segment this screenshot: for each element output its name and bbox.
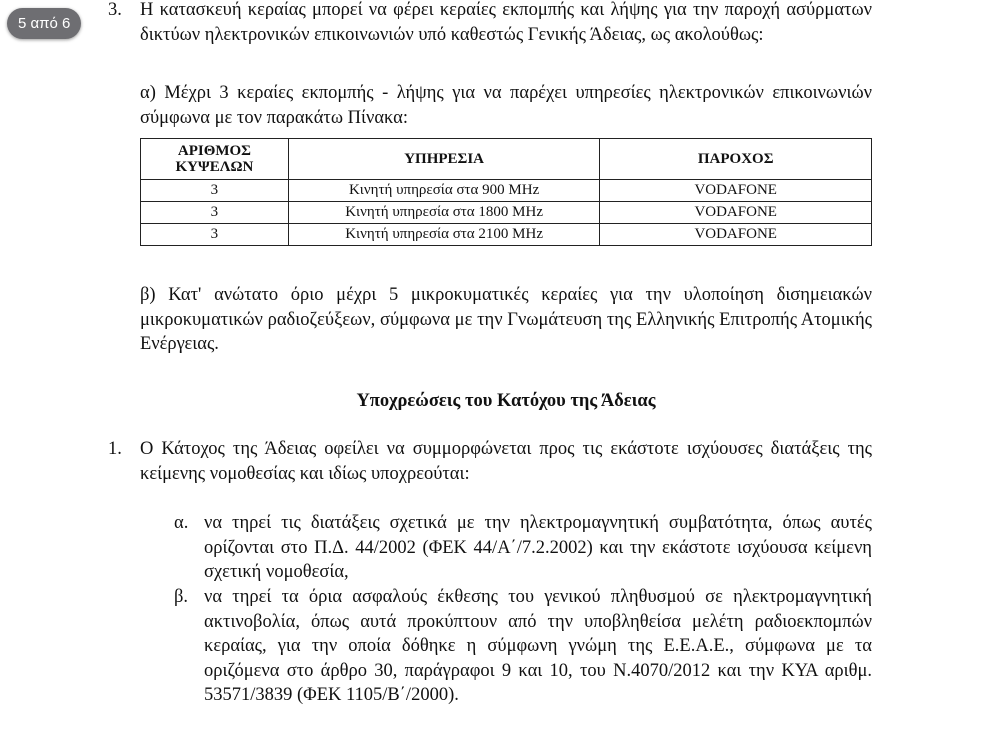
cell-service: Κινητή υπηρεσία στα 1800 MHz bbox=[288, 202, 600, 224]
clause-3-item-b: β) Κατ' ανώτατο όριο μέχρι 5 μικροκυματικές κεραίες για την υλοποίηση δισημειακών μικροκυματικών ραδιοζεύξεων, σύμφωνα με την Γνωμάτευση της Ελληνικής Επιτροπής Ατομικής Ενέργειας. bbox=[140, 285, 872, 354]
table-row bbox=[141, 224, 872, 246]
section-heading: Υποχρεώσεις του Κατόχου της Άδειας bbox=[356, 391, 656, 411]
table-header-row bbox=[141, 139, 872, 180]
column-header-provider: ΠΑΡΟΧΟΣ bbox=[600, 139, 872, 180]
cell-provider: VODAFONE bbox=[600, 180, 872, 202]
sub-item-b-text: να τηρεί τα όρια ασφαλούς έκθεσης του γενικού πληθυσμού σε ηλεκτρομαγνητική ακτινοβολία, όπως αυτά προκύπτουν από την υποβληθείσα μελέτη ραδιοεκπομπών κεραίας, για την οποία δόθηκε η σύμφωνη γνώμη της Ε.Ε.Α.Ε., σύμφωνα με τα οριζόμενα στο άρθρο 30, παράγραφοι 9 και 10, του Ν.4070/2012 και την ΚΥΑ αριθμ. 53571/3839 (ΦΕΚ 1105/Β΄/2000). bbox=[204, 587, 872, 705]
sub-item-a-text: να τηρεί τις διατάξεις σχετικά με την ηλεκτρομαγνητική συμβατότητα, όπως αυτές ορίζονται στο Π.Δ. 44/2002 (ΦΕΚ 44/Α΄/7.2.2002) και την εκάστοτε ισχύουσα κείμενη σχετική νομοθεσία, bbox=[204, 513, 872, 582]
clause-number: 3. bbox=[108, 0, 122, 20]
column-header-service: ΥΠΗΡΕΣΙΑ bbox=[288, 139, 600, 180]
sub-item-a-marker: α. bbox=[174, 513, 189, 533]
services-table bbox=[140, 138, 872, 246]
item-1-number: 1. bbox=[108, 439, 122, 459]
cell-count: 3 bbox=[141, 180, 289, 202]
table-row bbox=[141, 202, 872, 224]
cell-provider: VODAFONE bbox=[600, 224, 872, 246]
cell-service: Κινητή υπηρεσία στα 2100 MHz bbox=[288, 224, 600, 246]
item-1-text: Ο Κάτοχος της Άδειας οφείλει να συμμορφώνεται προς τις εκάστοτε ισχύουσες διατάξεις της κείμενης νομοθεσίας και ιδίως υποχρεούται: bbox=[140, 439, 872, 484]
cell-count: 3 bbox=[141, 224, 289, 246]
cell-provider: VODAFONE bbox=[600, 202, 872, 224]
sub-item-b-marker: β. bbox=[174, 587, 189, 607]
cell-service: Κινητή υπηρεσία στα 900 MHz bbox=[288, 180, 600, 202]
table-row bbox=[141, 180, 872, 202]
clause-3-item-a: α) Μέχρι 3 κεραίες εκπομπής - λήψης για να παρέχει υπηρεσίες ηλεκτρονικών επικοινωνιών σύμφωνα με τον παρακάτω Πίνακα: bbox=[140, 83, 872, 128]
column-header-cells: ΑΡΙΘΜΟΣ ΚΥΨΕΛΩΝ bbox=[141, 139, 289, 180]
clause-3-text: Η κατασκευή κεραίας μπορεί να φέρει κεραίες εκπομπής και λήψης για την παροχή ασύρματων δικτύων ηλεκτρονικών επικοινωνιών υπό καθεστώς Γενικής Άδειας, ως ακολούθως: bbox=[140, 0, 872, 45]
page-indicator-badge: 5 από 6 bbox=[7, 8, 81, 39]
cell-count: 3 bbox=[141, 202, 289, 224]
